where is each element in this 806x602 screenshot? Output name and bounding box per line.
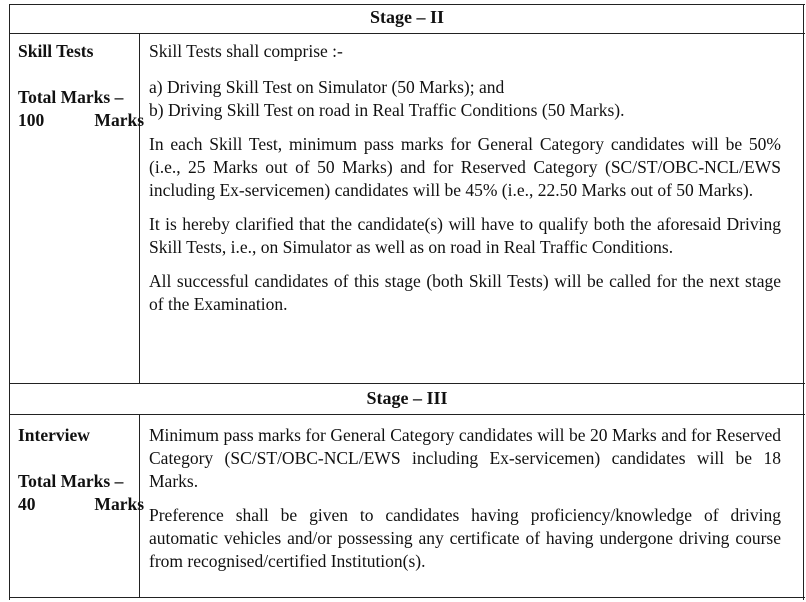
stage-3-label xyxy=(18,424,144,516)
next-stage-paragraph: All successful candidates of this stage (both Skill Tests) will be called for the next stage of the Examination. xyxy=(149,271,781,314)
table-divider xyxy=(9,414,805,415)
skill-test-item-a: a) Driving Skill Test on Simulator (50 Marks); and xyxy=(149,77,505,97)
pass-marks-paragraph: In each Skill Test, minimum pass marks for General Category candidates will be 50% (i.e., 25 Marks out of 50 Marks) and for Reserved Category (SC/ST/OBC-NCL/EWS including Ex-servicemen) candidates will be 45% (i.e., 22.50 Marks out of 50 Marks). xyxy=(149,134,781,200)
stage-3-content xyxy=(149,424,781,573)
table-border-right xyxy=(803,4,804,600)
skill-tests-label: Skill Tests xyxy=(18,41,94,61)
interview-pass-marks-paragraph: Minimum pass marks for General Category candidates will be 20 Marks and for Reserved Category (SC/ST/OBC-NCL/EWS including Ex-servicemen) candidates will be 18 Marks. xyxy=(149,425,781,491)
stage-3-total-marks: Total Marks – 40 Marks xyxy=(18,471,144,514)
preference-paragraph: Preference shall be given to candidates having proficiency/knowledge of driving automatic vehicles and/or possessing any certificate of having undergone driving course from recognised/certified Institution(s). xyxy=(149,505,781,571)
interview-label: Interview xyxy=(18,425,90,445)
stage-2-label xyxy=(18,40,144,132)
stage-2-total-marks: Total Marks – 100 Marks xyxy=(18,87,144,130)
table-divider xyxy=(9,383,805,384)
stage-2-heading: Stage – II xyxy=(369,7,444,27)
stage-2-content xyxy=(149,40,781,316)
table-border-left xyxy=(9,4,10,600)
skill-test-item-b: b) Driving Skill Test on road in Real Traffic Conditions (50 Marks). xyxy=(149,100,625,120)
skill-tests-intro: Skill Tests shall comprise :- xyxy=(149,41,343,61)
table-divider xyxy=(9,33,805,34)
stage-3-heading: Stage – III xyxy=(366,388,448,408)
table-divider xyxy=(9,597,805,598)
qualify-both-paragraph: It is hereby clarified that the candidate(s) will have to qualify both the aforesaid Driving Skill Tests, i.e., on Simulator as well as on road in Real Traffic Conditions. xyxy=(149,214,781,257)
table-border-top xyxy=(9,4,805,5)
